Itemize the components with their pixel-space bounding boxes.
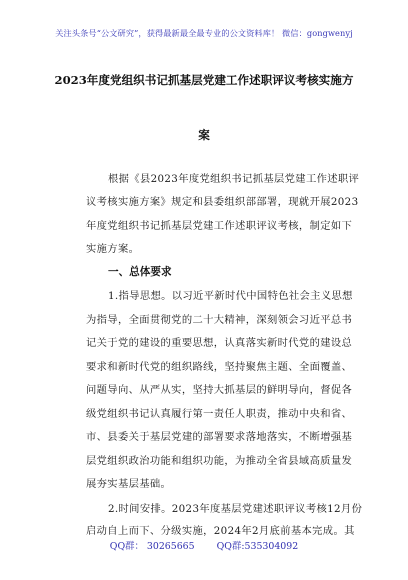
paragraph-line: 展夯实基层基础。 (86, 478, 172, 490)
paragraph-line: 记关于党的建设的重要思想，认真落实新时代党的建设总 (86, 337, 353, 349)
paragraph-line: 市、县委关于基层党建的部署要求落地落实，不断增强基 (86, 431, 353, 443)
intro-line: 年度党组织书记抓基层党建工作述职评议考核，制定如下 (86, 220, 353, 232)
section-heading: 一、总体要求 (108, 266, 172, 278)
document-title-line-1: 2023年度党组织书记抓基层党建工作述职评议考核实施方 (54, 73, 354, 87)
paragraph-line: 问题导向、从严从实，坚持大抓基层的鲜明导向，督促各 (86, 384, 353, 396)
footer-qq-group-2: QQ群:535304092 (216, 541, 299, 552)
paragraph-line: 层党组织政治功能和组织功能，为推动全省县域高质量发 (86, 455, 353, 467)
intro-line: 议考核实施方案》规定和县委组织部部署，现就开展2023 (86, 196, 359, 208)
paragraph-line: 要求和新时代党的组织路线，坚持聚焦主题、全面覆盖、 (86, 361, 353, 373)
intro-line: 实施方案。 (86, 243, 140, 255)
paragraph-line: 2.时间安排。2023年度基层党建述职评议考核12月份 (108, 503, 363, 515)
intro-line: 根据《县2023年度党组织书记抓基层党建工作述职评 (108, 173, 360, 185)
document-title-line-2: 案 (198, 128, 210, 142)
footer-qq-group-1: QQ群： 30265665 (109, 541, 195, 552)
top-banner: 关注头条号“公文研究”，获得最新最全最专业的公文资料库！ 微信：gongwenyj (55, 28, 353, 38)
paragraph-line: 级党组织书记认真履行第一责任人职责，推动中央和省、 (86, 408, 353, 420)
footer (0, 538, 408, 552)
paragraph-line: 1.指导思想。以习近平新时代中国特色社会主义思想 (108, 290, 353, 302)
paragraph-line: 为指导，全面贯彻党的二十大精神，深刻领会习近平总书 (86, 314, 353, 326)
paragraph-line: 启动自上而下、分级实施，2024年2月底前基本完成。其 (86, 525, 355, 537)
